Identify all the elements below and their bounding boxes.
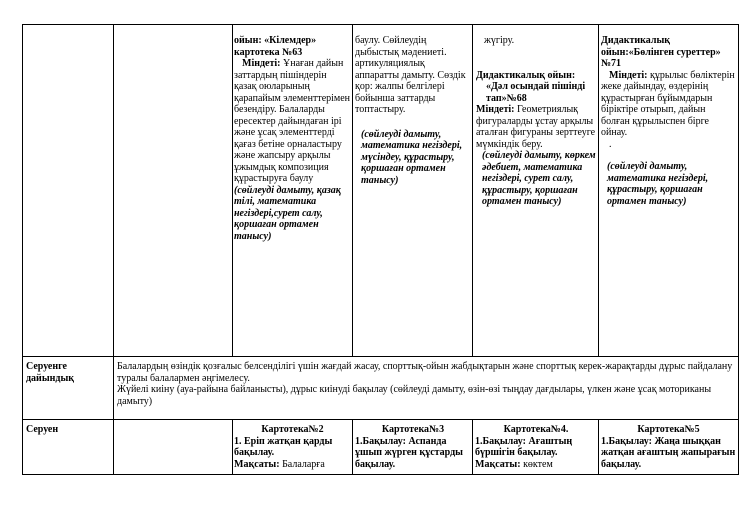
walk-card-1-goal <box>234 459 351 471</box>
col4-game-title: Дидактикалық ойын:«Бөлінген суреттер» №71 <box>601 35 721 69</box>
col1-task-text: Ұнаған дайын заттардың пішіндерін қазақ оюларының қарапайым элементтерімен безендіру. Балаларды ересектер дайындаған ірі және ұсақ элементтерді қағаз бетіне орналастыру және жапсыру арқылы ұжымдық композиция құрастыруға баулу <box>234 58 351 184</box>
label-col-divider <box>113 24 114 475</box>
top-col2-cell <box>355 26 471 354</box>
col1-left-divider-walk <box>232 419 233 475</box>
walk-card-3-goal <box>475 459 597 471</box>
col1-game-title: ойын: «Кілемдер» картотека №63 <box>234 35 317 58</box>
walk-card-3-goal-text: көктем <box>523 458 553 470</box>
prep-row-top-border <box>22 356 739 357</box>
col3-left-divider <box>472 24 473 357</box>
col2-areas: (сөйлеуді дамыту, математика негіздері, мүсіндеу, құрастыру, қоршаған ортамен танысу) <box>361 128 463 186</box>
walk-card-4-title: Картотека№5 <box>637 424 700 435</box>
col1-areas: (сөйлеуді дамыту, қазақ тілі, математика негіздері,сурет салу, қоршаған ортамен танысу) <box>234 184 341 242</box>
table-left-border <box>22 24 23 475</box>
walk-card-1-goal-label: Мақсаты: <box>234 458 280 470</box>
table-right-border <box>738 24 739 475</box>
col4-left-divider <box>598 24 599 357</box>
walk-card-3-title: Картотека№4. <box>503 424 569 435</box>
col1-task-label: Міндеті: <box>242 58 281 69</box>
col3-areas: (сөйлеуді дамыту, көркем әдебиет, математика негіздері, сурет салу, құрастыру, қоршаған ортамен танысу) <box>482 150 596 207</box>
col2-left-divider <box>352 24 353 357</box>
table-bottom-border <box>22 474 739 475</box>
top-col1-cell <box>234 26 351 354</box>
table-top-border <box>22 24 739 25</box>
col1-left-divider <box>232 24 233 357</box>
col4-task <box>601 70 736 139</box>
walk-card-1-observation: 1. Еріп жатқан қарды бақылау. <box>234 435 333 458</box>
walk-card-2 <box>355 424 471 473</box>
walk-card-1 <box>234 424 351 473</box>
col3-task-label: Міндеті: <box>476 104 515 115</box>
col3-task-text: Геометриялық фигураларды ұстау арқылы аталған фигураны зерттеуге мүмкіндік беру. <box>476 104 596 150</box>
col4-dot: . <box>609 138 612 150</box>
prep-line-2: Жүйелі киіну (ауа-райына байланысты), дұрыс киінуді бақылау (сөйлеуді дамыту, өзін-өзі тыңдау дағдылары, үлкен және ұсақ моториканы дамыту) <box>117 384 712 407</box>
col2-left-divider-walk <box>352 419 353 475</box>
walk-row-label: Серуен <box>26 424 59 435</box>
prep-row-content <box>117 361 735 407</box>
walk-row-top-border <box>22 419 739 420</box>
walk-card-2-observation: 1.Бақылау: Аспанда ұшып жүрген құстарды бақылау. <box>355 435 463 470</box>
walk-card-1-title: Картотека№2 <box>261 424 324 435</box>
walk-card-4 <box>601 424 736 473</box>
walk-card-2-title: Картотека№3 <box>381 424 445 435</box>
prep-line-1: Балалардың өзіндік қозғалыс белсенділігі үшін жағдай жасау, спорттық-ойын жабдықтарын және спорттық керек-жарақтарды дұрыс пайдалану туралы балалармен әңгімелесу. <box>117 361 733 384</box>
col3-left-divider-walk <box>472 419 473 475</box>
col3-intro: жүгіру. <box>484 35 515 46</box>
walk-card-4-observation: 1.Бақылау: Жаңа шыққан жатқан ағаштың жапырағын бақылау. <box>601 435 736 470</box>
walk-card-3 <box>475 424 597 473</box>
col1-task <box>234 58 351 185</box>
top-col3-cell <box>476 26 597 354</box>
walk-card-1-goal-text: Балаларға <box>282 458 325 470</box>
prep-row-label: Серуенге дайындық <box>26 361 75 384</box>
top-col4-cell <box>601 26 736 354</box>
walk-card-3-goal-label: Мақсаты: <box>475 458 521 470</box>
col3-game-title: Дидактикалық ойын: «Дәл осындай пішінді тап»№68 <box>476 69 586 104</box>
col4-task-text: құрылыс бөліктерін жеке дайындау, өздерінің құрастырған бұйымдарын біріктіре отырып, дайын болған құрылыспен бірге ойнау. <box>601 69 735 138</box>
col4-task-label: Міндеті: <box>609 69 648 81</box>
col2-text: баулу. Сөйлеудің дыбыстық мәдениеті. артикуляциялық аппаратты дамыту. Сөздік қор: жалпы белгілері бойынша заттарды топтастыру. <box>355 35 466 115</box>
col3-task <box>476 104 597 150</box>
col4-left-divider-walk <box>598 419 599 475</box>
walk-card-3-observation: 1.Бақылау: Ағаштың бүршігін бақылау. <box>475 435 573 458</box>
col4-areas: (сөйлеуді дамыту, математика негіздері, құрастыру, қоршаған ортамен танысу) <box>607 161 709 207</box>
